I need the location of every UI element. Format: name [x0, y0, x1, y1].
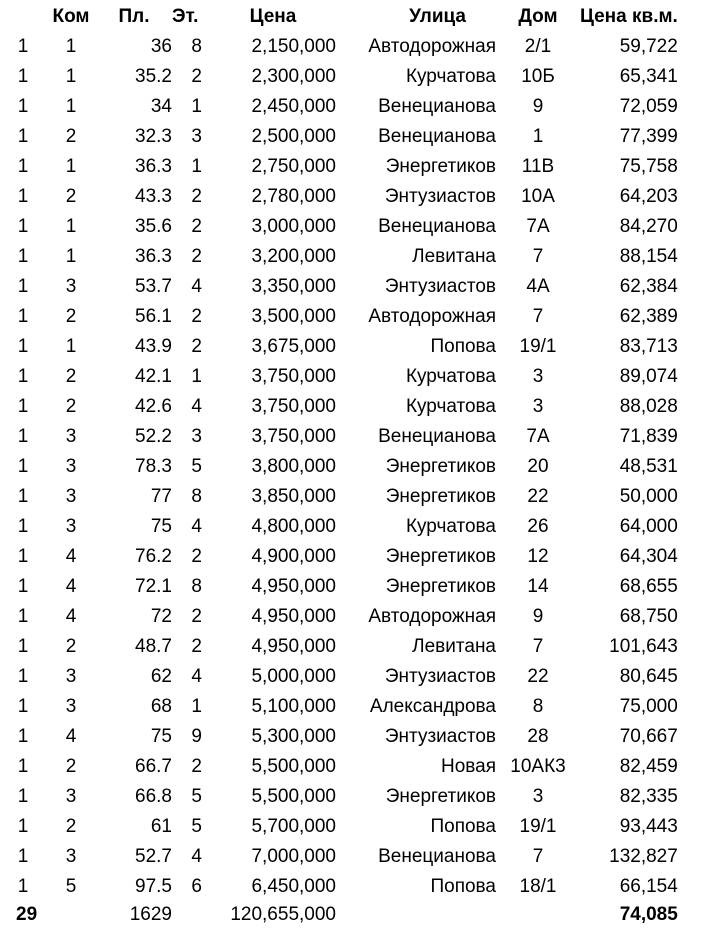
cell-price-sqm: 77,399: [619, 126, 678, 147]
cell-count: 1: [17, 636, 29, 657]
cell-price: 4,800,000: [251, 516, 336, 537]
cell-floor: 1: [191, 366, 202, 387]
cell-house: 19/1: [519, 816, 557, 837]
table-row: [0, 212, 678, 242]
cell-rooms: 2: [65, 306, 77, 327]
cell-area: 53.7: [135, 276, 172, 297]
cell-floor: 8: [191, 36, 202, 57]
cell-area: 66.7: [135, 756, 172, 777]
cell-rooms: 1: [65, 66, 77, 87]
cell-floor: 4: [191, 666, 202, 687]
cell-count: 1: [17, 666, 29, 687]
cell-price-sqm: 59,722: [619, 36, 678, 57]
cell-rooms: 2: [65, 366, 77, 387]
cell-street: Венецианова: [378, 846, 496, 867]
cell-rooms: 1: [65, 336, 77, 357]
table-row: [0, 482, 678, 512]
cell-street: Энтузиастов: [384, 726, 496, 747]
cell-house: 14: [527, 576, 549, 597]
header-house: Дом: [518, 6, 558, 27]
cell-area: 72.1: [135, 576, 172, 597]
cell-count: 1: [17, 306, 29, 327]
cell-street: Энергетиков: [385, 156, 496, 177]
cell-rooms: 3: [65, 786, 77, 807]
cell-count: 1: [17, 426, 29, 447]
table-row: [0, 182, 678, 212]
total-empty-house: [496, 902, 580, 928]
cell-house: 19/1: [519, 336, 557, 357]
cell-rooms: 5: [65, 876, 77, 897]
cell-rooms: 2: [65, 186, 77, 207]
cell-count: 1: [17, 366, 29, 387]
cell-house: 3: [532, 786, 544, 807]
cell-floor: 2: [191, 636, 202, 657]
table-row: [0, 722, 678, 752]
cell-street: Курчатова: [405, 366, 496, 387]
cell-rooms: 4: [65, 576, 77, 597]
table-row: [0, 512, 678, 542]
table-row: [0, 92, 678, 122]
cell-street: Попова: [430, 336, 496, 357]
cell-price: 4,950,000: [251, 636, 336, 657]
table-row: [0, 392, 678, 422]
cell-house: 22: [527, 486, 549, 507]
cell-house: 3: [532, 396, 544, 417]
cell-price-sqm: 71,839: [619, 426, 678, 447]
cell-area: 35.6: [135, 216, 172, 237]
cell-street: Венецианова: [378, 426, 496, 447]
table-row: [0, 662, 678, 692]
cell-count: 1: [17, 786, 29, 807]
cell-price: 3,750,000: [251, 396, 336, 417]
header-street: Улица: [409, 6, 466, 27]
cell-street: Венецианова: [378, 126, 496, 147]
cell-count: 1: [17, 726, 29, 747]
cell-area: 35.2: [135, 66, 172, 87]
cell-area: 36: [150, 36, 172, 57]
cell-street: Попова: [430, 816, 496, 837]
table-row: [0, 872, 678, 902]
table-body: [0, 32, 678, 902]
cell-price-sqm: 66,154: [619, 876, 678, 897]
total-area: 1629: [129, 904, 172, 925]
cell-price-sqm: 64,203: [619, 186, 678, 207]
cell-area: 32.3: [135, 126, 172, 147]
table-row: [0, 422, 678, 452]
cell-area: 68: [150, 696, 172, 717]
cell-street: Энергетиков: [385, 546, 496, 567]
cell-rooms: 3: [65, 486, 77, 507]
cell-street: Энтузиастов: [384, 186, 496, 207]
cell-house: 1: [532, 126, 544, 147]
cell-count: 1: [17, 96, 29, 117]
cell-price: 2,450,000: [251, 96, 336, 117]
cell-rooms: 2: [65, 636, 77, 657]
cell-house: 10А: [521, 186, 555, 207]
cell-floor: 6: [191, 876, 202, 897]
cell-rooms: 2: [65, 396, 77, 417]
totals-row: [0, 902, 678, 928]
cell-price: 3,850,000: [251, 486, 336, 507]
cell-floor: 1: [191, 96, 202, 117]
cell-floor: 2: [191, 246, 202, 267]
cell-street: Энергетиков: [385, 576, 496, 597]
cell-area: 52.7: [135, 846, 172, 867]
cell-price-sqm: 64,000: [619, 516, 678, 537]
cell-price-sqm: 80,645: [619, 666, 678, 687]
cell-floor: 2: [191, 756, 202, 777]
cell-floor: 4: [191, 396, 202, 417]
cell-count: 1: [17, 336, 29, 357]
cell-price-sqm: 50,000: [619, 486, 678, 507]
cell-house: 26: [527, 516, 549, 537]
cell-floor: 3: [191, 426, 202, 447]
table-row: [0, 782, 678, 812]
cell-area: 36.3: [135, 246, 172, 267]
cell-street: Курчатова: [405, 66, 496, 87]
cell-street: Курчатова: [405, 516, 496, 537]
cell-price: 4,950,000: [251, 606, 336, 627]
total-count: 29: [16, 904, 38, 925]
cell-street: Новая: [440, 756, 496, 777]
cell-count: 1: [17, 576, 29, 597]
cell-price: 7,000,000: [251, 846, 336, 867]
cell-street: Венецианова: [378, 96, 496, 117]
cell-area: 76.2: [135, 546, 172, 567]
cell-area: 62: [150, 666, 172, 687]
table-row: [0, 122, 678, 152]
cell-count: 1: [17, 876, 29, 897]
cell-price-sqm: 48,531: [619, 456, 678, 477]
cell-rooms: 3: [65, 666, 77, 687]
cell-count: 1: [17, 456, 29, 477]
cell-rooms: 1: [65, 216, 77, 237]
cell-floor: 5: [191, 786, 202, 807]
cell-rooms: 2: [65, 816, 77, 837]
cell-area: 78.3: [135, 456, 172, 477]
cell-floor: 2: [191, 66, 202, 87]
total-price: 120,655,000: [230, 904, 336, 925]
cell-rooms: 2: [65, 126, 77, 147]
total-price-sqm: 74,085: [619, 904, 678, 925]
cell-price: 5,700,000: [251, 816, 336, 837]
cell-floor: 4: [191, 846, 202, 867]
cell-price-sqm: 70,667: [619, 726, 678, 747]
cell-floor: 9: [191, 726, 202, 747]
cell-price-sqm: 88,028: [619, 396, 678, 417]
header-count: [0, 2, 46, 32]
table-row: [0, 332, 678, 362]
cell-street: Курчатова: [405, 396, 496, 417]
cell-floor: 2: [191, 606, 202, 627]
cell-floor: 5: [191, 816, 202, 837]
cell-area: 43.3: [135, 186, 172, 207]
cell-count: 1: [17, 156, 29, 177]
cell-price: 5,300,000: [251, 726, 336, 747]
cell-count: 1: [17, 486, 29, 507]
cell-count: 1: [17, 126, 29, 147]
header-price-sqm: Цена кв.м.: [580, 6, 678, 27]
cell-floor: 2: [191, 186, 202, 207]
cell-count: 1: [17, 546, 29, 567]
cell-price: 3,800,000: [251, 456, 336, 477]
table-row: [0, 752, 678, 782]
cell-house: 11В: [521, 156, 555, 177]
cell-house: 8: [532, 696, 544, 717]
cell-house: 7: [532, 246, 544, 267]
cell-rooms: 4: [65, 606, 77, 627]
cell-price-sqm: 62,384: [619, 276, 678, 297]
cell-price-sqm: 68,750: [619, 606, 678, 627]
cell-count: 1: [17, 216, 29, 237]
cell-street: Левитана: [412, 636, 496, 657]
cell-price: 4,900,000: [251, 546, 336, 567]
header-floor: Эт.: [172, 6, 199, 27]
table-row: [0, 542, 678, 572]
table-row: [0, 692, 678, 722]
cell-count: 1: [17, 516, 29, 537]
cell-area: 36.3: [135, 156, 172, 177]
cell-house: 3: [532, 366, 544, 387]
cell-floor: 4: [191, 276, 202, 297]
cell-street: Автодорожная: [368, 606, 496, 627]
cell-floor: 5: [191, 456, 202, 477]
header-row: [0, 2, 678, 32]
cell-floor: 1: [191, 156, 202, 177]
cell-count: 1: [17, 396, 29, 417]
cell-price: 2,500,000: [251, 126, 336, 147]
cell-area: 66.8: [135, 786, 172, 807]
table-row: [0, 632, 678, 662]
cell-price: 4,950,000: [251, 576, 336, 597]
cell-street: Энергетиков: [385, 486, 496, 507]
cell-floor: 1: [191, 696, 202, 717]
cell-street: Энтузиастов: [384, 666, 496, 687]
cell-rooms: 4: [65, 546, 77, 567]
table-row: [0, 272, 678, 302]
table-row: [0, 812, 678, 842]
header-rooms: Ком: [52, 6, 90, 27]
cell-floor: 8: [191, 486, 202, 507]
table-row: [0, 602, 678, 632]
cell-price-sqm: 75,000: [619, 696, 678, 717]
cell-house: 7: [532, 306, 544, 327]
cell-house: 22: [527, 666, 549, 687]
cell-count: 1: [17, 816, 29, 837]
cell-price-sqm: 75,758: [619, 156, 678, 177]
cell-area: 75: [150, 516, 172, 537]
cell-rooms: 3: [65, 846, 77, 867]
cell-floor: 2: [191, 336, 202, 357]
table-row: [0, 572, 678, 602]
cell-price: 2,750,000: [251, 156, 336, 177]
cell-price-sqm: 82,459: [619, 756, 678, 777]
cell-house: 18/1: [519, 876, 557, 897]
cell-price-sqm: 101,643: [609, 636, 678, 657]
cell-street: Левитана: [412, 246, 496, 267]
cell-house: 4А: [526, 276, 550, 297]
cell-count: 1: [17, 66, 29, 87]
cell-street: Александрова: [369, 696, 496, 717]
total-empty-floor: [172, 902, 210, 928]
cell-house: 28: [527, 726, 549, 747]
cell-price: 2,300,000: [251, 66, 336, 87]
cell-price: 2,150,000: [251, 36, 336, 57]
cell-price: 3,500,000: [251, 306, 336, 327]
cell-floor: 4: [191, 516, 202, 537]
cell-price-sqm: 88,154: [619, 246, 678, 267]
cell-rooms: 1: [65, 36, 77, 57]
cell-rooms: 1: [65, 156, 77, 177]
cell-price: 5,100,000: [251, 696, 336, 717]
cell-floor: 2: [191, 216, 202, 237]
cell-price: 3,200,000: [251, 246, 336, 267]
cell-price-sqm: 62,389: [619, 306, 678, 327]
cell-house: 7: [532, 846, 544, 867]
cell-house: 7А: [526, 216, 550, 237]
cell-price-sqm: 68,655: [619, 576, 678, 597]
cell-price-sqm: 84,270: [619, 216, 678, 237]
cell-floor: 2: [191, 306, 202, 327]
cell-rooms: 3: [65, 276, 77, 297]
table-row: [0, 242, 678, 272]
cell-street: Энергетиков: [385, 786, 496, 807]
cell-floor: 8: [191, 576, 202, 597]
cell-floor: 2: [191, 546, 202, 567]
cell-floor: 3: [191, 126, 202, 147]
cell-house: 20: [527, 456, 549, 477]
cell-house: 10АК3: [510, 756, 566, 777]
cell-rooms: 1: [65, 246, 77, 267]
cell-house: 9: [532, 96, 544, 117]
cell-house: 2/1: [524, 36, 552, 57]
cell-street: Автодорожная: [368, 36, 496, 57]
cell-street: Энтузиастов: [384, 276, 496, 297]
cell-price: 5,500,000: [251, 756, 336, 777]
table-row: [0, 32, 678, 62]
cell-count: 1: [17, 186, 29, 207]
cell-price: 3,750,000: [251, 366, 336, 387]
cell-area: 56.1: [135, 306, 172, 327]
table-row: [0, 842, 678, 872]
cell-rooms: 3: [65, 426, 77, 447]
cell-price-sqm: 65,341: [619, 66, 678, 87]
cell-price-sqm: 64,304: [619, 546, 678, 567]
cell-price: 6,450,000: [251, 876, 336, 897]
cell-price-sqm: 132,827: [609, 846, 678, 867]
cell-count: 1: [17, 276, 29, 297]
table-row: [0, 362, 678, 392]
cell-area: 42.1: [135, 366, 172, 387]
cell-street: Автодорожная: [368, 306, 496, 327]
cell-count: 1: [17, 756, 29, 777]
table-row: [0, 62, 678, 92]
cell-house: 10Б: [521, 66, 555, 87]
cell-area: 48.7: [135, 636, 172, 657]
cell-area: 77: [150, 486, 172, 507]
cell-count: 1: [17, 36, 29, 57]
cell-count: 1: [17, 846, 29, 867]
cell-price: 3,000,000: [251, 216, 336, 237]
cell-area: 72: [150, 606, 172, 627]
cell-area: 75: [150, 726, 172, 747]
cell-rooms: 1: [65, 96, 77, 117]
cell-rooms: 3: [65, 696, 77, 717]
cell-rooms: 2: [65, 756, 77, 777]
table-row: [0, 452, 678, 482]
cell-house: 9: [532, 606, 544, 627]
cell-price: 3,350,000: [251, 276, 336, 297]
table-row: [0, 302, 678, 332]
cell-price-sqm: 93,443: [619, 816, 678, 837]
header-price: Цена: [249, 6, 297, 27]
cell-count: 1: [17, 606, 29, 627]
cell-house: 12: [527, 546, 549, 567]
cell-price: 3,750,000: [251, 426, 336, 447]
cell-house: 7А: [526, 426, 550, 447]
total-empty-rooms: [46, 902, 96, 928]
cell-area: 52.2: [135, 426, 172, 447]
cell-area: 34: [150, 96, 172, 117]
cell-rooms: 4: [65, 726, 77, 747]
cell-price-sqm: 82,335: [619, 786, 678, 807]
cell-rooms: 3: [65, 456, 77, 477]
cell-street: Энергетиков: [385, 456, 496, 477]
cell-price: 5,500,000: [251, 786, 336, 807]
cell-count: 1: [17, 696, 29, 717]
cell-price: 5,000,000: [251, 666, 336, 687]
cell-street: Венецианова: [378, 216, 496, 237]
cell-price-sqm: 89,074: [619, 366, 678, 387]
cell-house: 7: [532, 636, 544, 657]
cell-price: 2,780,000: [251, 186, 336, 207]
cell-area: 97.5: [135, 876, 172, 897]
cell-area: 61: [150, 816, 172, 837]
cell-count: 1: [17, 246, 29, 267]
cell-price: 3,675,000: [251, 336, 336, 357]
cell-price-sqm: 72,059: [619, 96, 678, 117]
cell-rooms: 3: [65, 516, 77, 537]
header-area: Пл.: [118, 6, 150, 27]
cell-area: 43.9: [135, 336, 172, 357]
cell-street: Попова: [430, 876, 496, 897]
total-empty-street: [336, 902, 496, 928]
apartments-table: [0, 2, 678, 928]
cell-area: 42.6: [135, 396, 172, 417]
table-row: [0, 152, 678, 182]
cell-price-sqm: 83,713: [619, 336, 678, 357]
